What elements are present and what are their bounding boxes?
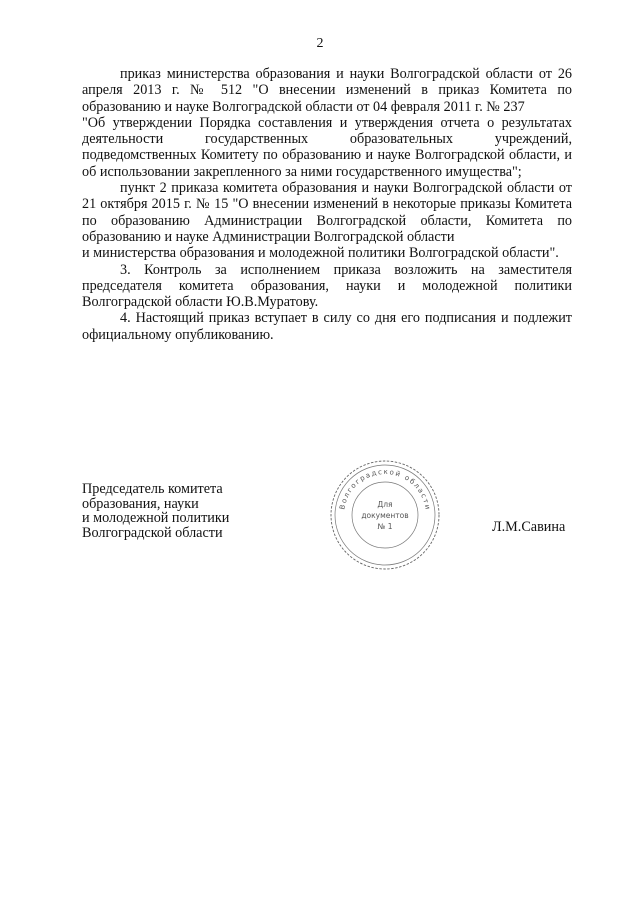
signature-position-line: Председатель комитета xyxy=(82,481,223,497)
stamp-center-line-1: Для xyxy=(377,500,393,509)
text-line: области, Комитета по образованию и науке Администрации Волгоградской xyxy=(82,212,573,245)
stamp-center-line-2: документов xyxy=(361,511,409,520)
signature-position-line: образования, науки xyxy=(82,495,199,512)
paragraph xyxy=(82,115,572,180)
text-line: и министерства образования и молодежной политики Волгоградской xyxy=(82,245,499,262)
text-line: приказ министерства образования и науки Волгоградской области xyxy=(120,66,534,82)
text-line: Волгоградской области Ю.В.Муратову. xyxy=(82,294,319,311)
signature-position-line: Волгоградской области xyxy=(82,524,223,541)
paragraph xyxy=(82,180,572,245)
text-line: председателя комитета образования, науки и молодежной политики xyxy=(82,277,572,294)
text-line: деятельности государственных образовательных учреждений, xyxy=(82,131,572,148)
stamp-ring-label: Волгоградской области xyxy=(338,467,432,512)
text-line: области от 21 октября 2015 г. № 15 "О внесении изменений в некоторые xyxy=(82,180,573,213)
text-line: 237 xyxy=(503,98,525,115)
text-line: 4. Настоящий приказ вступает в силу со дня его подписания xyxy=(120,310,497,327)
text-line: имущества"; xyxy=(445,163,522,180)
text-line: "Об утверждении Порядка составления и утверждения отчета о результатах xyxy=(82,114,572,131)
signature-position xyxy=(82,482,282,540)
text-line: по образованию и науке Волгоградской области от 04 февраля 2011 г. № xyxy=(82,82,572,115)
text-line: 3. Контроль за исполнением приказа возложить на заместителя xyxy=(120,261,572,278)
signature-position-line: и молодежной политики xyxy=(82,510,230,526)
text-line: пункт 2 приказа комитета образования и науки Волгоградской xyxy=(120,180,503,197)
document-body xyxy=(82,66,572,343)
text-line: от 26 апреля 2013 г. № 512 "О внесении изменений в приказ Комитета xyxy=(82,66,573,99)
official-stamp xyxy=(329,459,441,571)
text-line: приказы Комитета по образованию Администрации Волгоградской xyxy=(82,196,573,229)
stamp-center-line-3: № 1 xyxy=(377,522,393,531)
text-line: области, и об использовании закрепленного за ними государственного xyxy=(82,147,572,180)
signer-name: Л.М.Савина xyxy=(492,519,566,535)
text-line: подведомственных Комитету по образованию и науке Волгоградской xyxy=(82,147,505,164)
paragraph xyxy=(82,66,572,115)
text-line: области". xyxy=(502,245,559,262)
page-number: 2 xyxy=(316,36,324,51)
paragraph xyxy=(82,245,572,261)
text-line: области xyxy=(407,228,455,245)
paragraph xyxy=(82,310,572,343)
paragraph xyxy=(82,262,572,311)
text-line: и подлежит официальному опубликованию. xyxy=(82,310,573,343)
